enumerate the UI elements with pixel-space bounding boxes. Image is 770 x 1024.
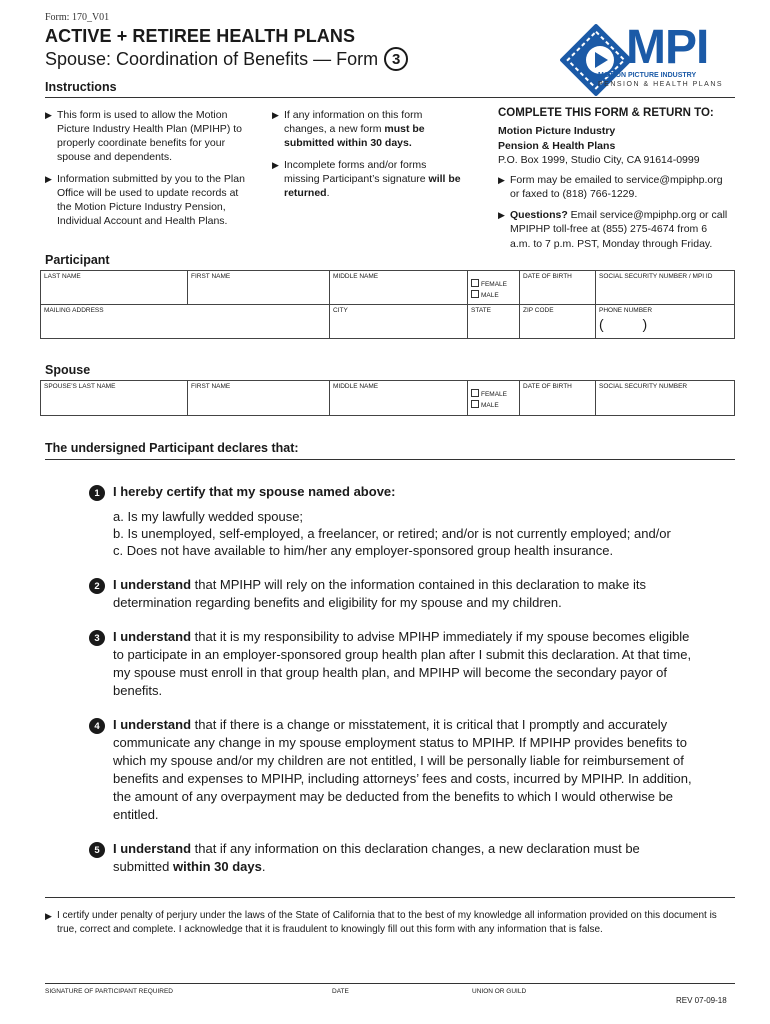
item-2-number-icon: 2: [89, 578, 105, 594]
spouse-last-name-field[interactable]: SPOUSE’S LAST NAME: [41, 381, 188, 416]
spouse-table: [40, 380, 735, 416]
declaration-item-4: I understand that if there is a change or misstatement, it is critical that I promptly and accurately communicate any change in my spouse employment status to MPIHP. If MPIHP provides benefits to which my spouse and/or my children are not entitled, I will be personally liable for reimbursement of benefits and expenses to MPIHP, including attorneys’ fees and costs, incurred by MPIHP. In addition, the amount of any overpayment may be deducted from the benefits to which I would otherwise be entitled.: [113, 717, 692, 822]
subtitle-text: Spouse: Coordination of Benefits — Form: [45, 48, 379, 69]
spouse-female-checkbox[interactable]: FEMALE: [471, 389, 516, 400]
declaration-rule: [45, 459, 735, 460]
spouse-first-name-field[interactable]: FIRST NAME: [188, 381, 330, 416]
union-label: UNION OR GUILD: [472, 988, 527, 995]
instruction-item: ▶ Information submitted by you to the Plan Office will be used to update records at the Motion Picture Industry Pension, Individual Account and Health Plans.: [45, 173, 245, 227]
return-email-item: ▶ Form may be emailed to service@mpiphp.org or faxed to (818) 766-1229.: [498, 173, 723, 200]
participant-gender-cell: [468, 271, 520, 305]
sub-item-a: a. Is my lawfully wedded spouse;: [113, 509, 304, 524]
instructions-heading: Instructions: [45, 80, 117, 94]
item-3-number-icon: 3: [89, 630, 105, 646]
declaration-heading: The undersigned Participant declares that:: [45, 441, 299, 455]
sub-item-b: b. Is unemployed, self-employed, a freelancer, or retired; and/or is not currently employed; and/or: [113, 526, 671, 541]
bullet-triangle-icon: ▶: [272, 160, 279, 170]
page-title: ACTIVE + RETIREE HEALTH PLANS: [45, 26, 356, 46]
spouse-gender-cell: [468, 381, 520, 416]
bullet-triangle-icon: ▶: [45, 110, 52, 120]
participant-dob-field[interactable]: DATE OF BIRTH: [520, 271, 596, 305]
logo-line-2: PENSION & HEALTH PLANS: [598, 81, 724, 88]
signature-line[interactable]: [45, 983, 735, 984]
signature-label: SIGNATURE OF PARTICIPANT REQUIRED: [45, 988, 173, 995]
declaration-item-2: I understand that MPIHP will rely on the information contained in this declaration to make its determination regarding benefits and eligibility for my spouse and my children.: [113, 577, 646, 610]
page-subtitle: [45, 47, 408, 71]
spouse-ssn-field[interactable]: SOCIAL SECURITY NUMBER: [596, 381, 735, 416]
declaration-item-1: I hereby certify that my spouse named above:: [113, 484, 396, 499]
spouse-male-checkbox[interactable]: MALE: [471, 400, 516, 411]
item-1-number-icon: 1: [89, 485, 105, 501]
bullet-triangle-icon: ▶: [45, 174, 52, 184]
instructions-col-1: [45, 108, 245, 231]
participant-state-field[interactable]: STATE: [468, 305, 520, 339]
instructions-col-2: [272, 108, 462, 203]
certify-rule: [45, 897, 735, 898]
return-address: P.O. Box 1999, Studio City, CA 91614-0999: [498, 154, 700, 166]
phone-parens: ( ): [599, 316, 648, 332]
logo-mark: MPI: [626, 21, 709, 74]
declaration-item-3: I understand that it is my responsibility to advise MPIHP immediately if my spouse becomes eligible to participate in an employer-sponsored group health plan after I submit this declaration. At that time, my spouse must enroll in that group health plan, and MPIHP will become the secondary payor of benefits.: [113, 629, 692, 698]
bullet-triangle-icon: ▶: [498, 174, 505, 185]
bullet-triangle-icon: ▶: [45, 911, 52, 921]
participant-mailing-address-field[interactable]: MAILING ADDRESS: [41, 305, 330, 339]
return-address-block: [498, 124, 730, 254]
participant-ssn-field[interactable]: SOCIAL SECURITY NUMBER / MPI ID: [596, 271, 735, 305]
bullet-triangle-icon: ▶: [498, 209, 505, 220]
mpi-logo: [560, 21, 732, 94]
spouse-dob-field[interactable]: DATE OF BIRTH: [520, 381, 596, 416]
spouse-middle-name-field[interactable]: MIDDLE NAME: [330, 381, 468, 416]
instructions-rule: [45, 97, 735, 98]
participant-table: [40, 270, 735, 339]
return-org-1: Motion Picture Industry: [498, 125, 616, 137]
return-heading: COMPLETE THIS FORM & RETURN TO:: [498, 107, 714, 119]
participant-heading: Participant: [45, 253, 110, 267]
return-questions-item: ▶ Questions? Email service@mpiphp.org or call MPIPHP toll-free at (855) 275-4674 from 6 a.m. to 7 p.m. PST, Monday through Friday.: [498, 208, 728, 250]
participant-last-name-field[interactable]: LAST NAME: [41, 271, 188, 305]
declaration-item-5: I understand that if any information on this declaration changes, a new declaration must be submitted within 30 days.: [113, 841, 640, 874]
participant-first-name-field[interactable]: FIRST NAME: [188, 271, 330, 305]
logo-line-1: MOTION PICTURE INDUSTRY: [598, 72, 697, 79]
declaration-sublist: [113, 508, 671, 559]
participant-zip-field[interactable]: ZIP CODE: [520, 305, 596, 339]
item-5-number-icon: 5: [89, 842, 105, 858]
instruction-item: ▶ This form is used to allow the Motion Picture Industry Health Plan (MPIHP) to properly coordinate benefits for your spouse and dependents.: [45, 109, 242, 163]
item-4-number-icon: 4: [89, 718, 105, 734]
participant-female-checkbox[interactable]: FEMALE: [471, 279, 516, 290]
instruction-item: ▶ Incomplete forms and/or forms missing Participant’s signature will be returned.: [272, 159, 461, 199]
form-code: Form: 170_V01: [45, 12, 110, 23]
participant-middle-name-field[interactable]: MIDDLE NAME: [330, 271, 468, 305]
bullet-triangle-icon: ▶: [272, 110, 279, 120]
instruction-item: ▶ If any information on this form changes, a new form must be submitted within 30 days.: [272, 109, 425, 149]
revision-code: REV 07-09-18: [676, 996, 727, 1005]
date-label: DATE: [332, 988, 349, 995]
certification-statement: ▶ I certify under penalty of perjury under the laws of the State of California that to the best of my knowledge all information provided on this document is true, correct and complete. I acknowledge that it is fraudulent to knowingly fill out this form with any information that is false.: [45, 910, 717, 935]
return-org-2: Pension & Health Plans: [498, 139, 616, 152]
participant-phone-field[interactable]: PHONE NUMBER ( ): [596, 305, 735, 339]
participant-city-field[interactable]: CITY: [330, 305, 468, 339]
form-number-badge: 3: [384, 47, 408, 71]
sub-item-c: c. Does not have available to him/her any employer-sponsored group health insurance.: [113, 543, 614, 558]
spouse-heading: Spouse: [45, 363, 91, 377]
participant-male-checkbox[interactable]: MALE: [471, 290, 516, 301]
